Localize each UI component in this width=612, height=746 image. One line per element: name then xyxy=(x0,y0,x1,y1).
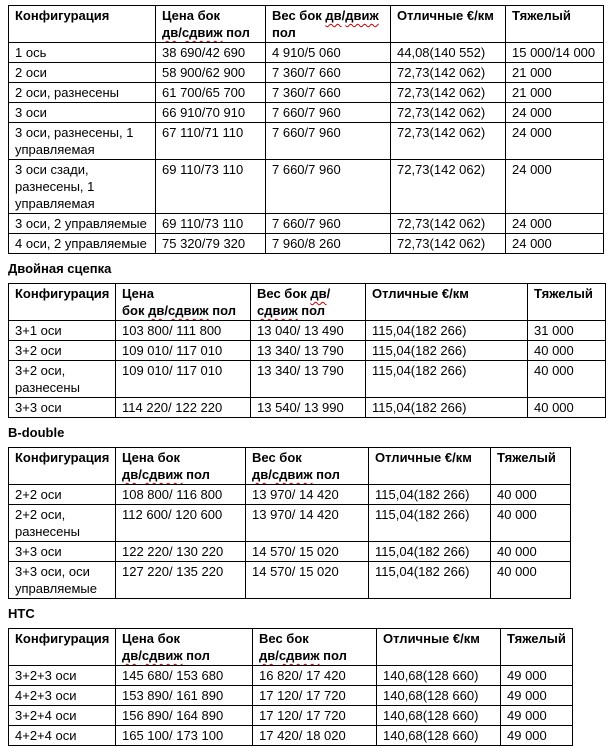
table-cell: 24 000 xyxy=(506,234,604,254)
header-row xyxy=(9,6,604,43)
table-cell: 103 800/ 111 800 xyxy=(116,321,251,341)
table-cell: 31 000 xyxy=(528,321,606,341)
table-cell: 2 оси xyxy=(9,63,156,83)
table-cell: 24 000 xyxy=(506,103,604,123)
table-row xyxy=(9,562,571,599)
table-row xyxy=(9,103,604,123)
table-cell: 3+3 оси, оси управляемые xyxy=(9,562,116,599)
table-cell: 72,73(142 062) xyxy=(391,83,506,103)
table-cell: 13 970/ 14 420 xyxy=(246,505,369,542)
column-header: Тяжелый xyxy=(491,448,571,485)
table-cell: 122 220/ 130 220 xyxy=(116,542,246,562)
column-header: Вес бок дв/сдвиж пол xyxy=(253,629,377,666)
table-row xyxy=(9,505,571,542)
table-cell: 58 900/62 900 xyxy=(156,63,266,83)
table-cell: 17 120/ 17 720 xyxy=(253,686,377,706)
table-cell: 140,68(128 660) xyxy=(377,706,501,726)
table-cell: 16 820/ 17 420 xyxy=(253,666,377,686)
table-cell: 4 оси, 2 управляемые xyxy=(9,234,156,254)
table-cell: 3 оси, 2 управляемые xyxy=(9,214,156,234)
table-row xyxy=(9,542,571,562)
table-cell: 24 000 xyxy=(506,214,604,234)
table-cell: 14 570/ 15 020 xyxy=(246,542,369,562)
table-cell: 3+2 оси, разнесены xyxy=(9,361,116,398)
table-cell: 13 540/ 13 990 xyxy=(251,398,366,418)
table-cell: 13 340/ 13 790 xyxy=(251,341,366,361)
column-header: Отличные €/км xyxy=(369,448,491,485)
column-header: Отличные €/км xyxy=(366,284,528,321)
spellcheck-underline: сдвиж xyxy=(278,648,320,663)
table-cell: 67 110/71 110 xyxy=(156,123,266,160)
header-row xyxy=(9,448,571,485)
table-cell: 49 000 xyxy=(501,666,573,686)
column-header: Цена бок дв/сдвиж пол xyxy=(116,284,251,321)
table-cell: 2+2 оси xyxy=(9,485,116,505)
column-header: Тяжелый xyxy=(501,629,573,666)
table-cell: 38 690/42 690 xyxy=(156,43,266,63)
table-cell: 40 000 xyxy=(491,562,571,599)
section-heading-b-double: B-double xyxy=(8,425,65,440)
table-cell: 49 000 xyxy=(501,706,573,726)
header-row xyxy=(9,629,573,666)
table-row xyxy=(9,63,604,83)
table-cell: 49 000 xyxy=(501,686,573,706)
table-cell: 40 000 xyxy=(528,361,606,398)
table-cell: 49 000 xyxy=(501,726,573,746)
config-table-hts xyxy=(8,628,573,746)
table-cell: 7 360/7 660 xyxy=(266,83,391,103)
table-cell: 4+2+4 оси xyxy=(9,726,116,746)
section-heading-double-hitch: Двойная сцепка xyxy=(8,261,112,276)
table-cell: 3 оси, разнесены, 1 управляемая xyxy=(9,123,156,160)
table-cell: 2 оси, разнесены xyxy=(9,83,156,103)
table-cell: 3+2+3 оси xyxy=(9,666,116,686)
column-header: Цена бок дв/сдвиж пол xyxy=(116,629,253,666)
table-row xyxy=(9,398,606,418)
table-cell: 13 970/ 14 420 xyxy=(246,485,369,505)
table-cell: 69 110/73 110 xyxy=(156,214,266,234)
table-cell: 115,04(182 266) xyxy=(366,398,528,418)
column-header: Тяжелый xyxy=(506,6,604,43)
table-cell: 115,04(182 266) xyxy=(366,361,528,398)
table-cell: 72,73(142 062) xyxy=(391,234,506,254)
column-header: Отличные €/км xyxy=(377,629,501,666)
table-row xyxy=(9,686,573,706)
column-header: Вес бок дв/сдвиж пол xyxy=(246,448,369,485)
table-cell: 1 ось xyxy=(9,43,156,63)
spellcheck-underline: дв xyxy=(310,286,327,301)
table-cell: 40 000 xyxy=(491,505,571,542)
table-cell: 156 890/ 164 890 xyxy=(116,706,253,726)
table-cell: 115,04(182 266) xyxy=(369,505,491,542)
spellcheck-underline: дв xyxy=(162,25,179,40)
column-header: Конфигурация xyxy=(9,448,116,485)
table-cell: 24 000 xyxy=(506,160,604,214)
table-cell: 140,68(128 660) xyxy=(377,726,501,746)
table-cell: 115,04(182 266) xyxy=(366,341,528,361)
spellcheck-underline: сдвиж xyxy=(257,303,298,318)
config-table-b-double xyxy=(8,447,571,599)
column-header: Цена бок дв/сдвиж пол xyxy=(116,448,246,485)
column-header: Конфигурация xyxy=(9,284,116,321)
table-cell: 40 000 xyxy=(491,542,571,562)
column-header: Цена бок дв/сдвиж пол xyxy=(156,6,266,43)
table-cell: 69 110/73 110 xyxy=(156,160,266,214)
table-cell: 13 340/ 13 790 xyxy=(251,361,366,398)
table-cell: 115,04(182 266) xyxy=(369,485,491,505)
table-cell: 108 800/ 116 800 xyxy=(116,485,246,505)
table-cell: 115,04(182 266) xyxy=(369,542,491,562)
table-cell: 75 320/79 320 xyxy=(156,234,266,254)
spellcheck-underline: дв xyxy=(122,467,139,482)
table-cell: 72,73(142 062) xyxy=(391,123,506,160)
table-cell: 3+2+4 оси xyxy=(9,706,116,726)
table-cell: 61 700/65 700 xyxy=(156,83,266,103)
table-row xyxy=(9,160,604,214)
table-row xyxy=(9,123,604,160)
table-cell: 2+2 оси, разнесены xyxy=(9,505,116,542)
table-cell: 7 660/7 960 xyxy=(266,214,391,234)
table-row xyxy=(9,83,604,103)
column-header: Вес бок дв/ сдвиж пол xyxy=(251,284,366,321)
table-cell: 140,68(128 660) xyxy=(377,666,501,686)
table-cell: 40 000 xyxy=(528,341,606,361)
table-cell: 17 420/ 18 020 xyxy=(253,726,377,746)
table-cell: 4+2+3 оси xyxy=(9,686,116,706)
table-cell: 109 010/ 117 010 xyxy=(116,361,251,398)
header-row xyxy=(9,284,606,321)
column-header: Тяжелый xyxy=(528,284,606,321)
spellcheck-underline: сдвиж xyxy=(141,648,183,663)
table-cell: 3+3 оси xyxy=(9,398,116,418)
table-cell: 112 600/ 120 600 xyxy=(116,505,246,542)
column-header: Отличные €/км xyxy=(391,6,506,43)
spellcheck-underline: движ xyxy=(345,8,379,23)
table-cell: 109 010/ 117 010 xyxy=(116,341,251,361)
table-row xyxy=(9,341,606,361)
table-cell: 40 000 xyxy=(528,398,606,418)
table-cell: 7 360/7 660 xyxy=(266,63,391,83)
spellcheck-underline: сдвиж xyxy=(141,467,183,482)
table-row xyxy=(9,726,573,746)
table-cell: 114 220/ 122 220 xyxy=(116,398,251,418)
table-cell: 4 910/5 060 xyxy=(266,43,391,63)
section-heading-hts: НТС xyxy=(8,606,35,621)
table-cell: 14 570/ 15 020 xyxy=(246,562,369,599)
table-cell: 153 890/ 161 890 xyxy=(116,686,253,706)
table-cell: 13 040/ 13 490 xyxy=(251,321,366,341)
table-cell: 3+1 оси xyxy=(9,321,116,341)
table-cell: 115,04(182 266) xyxy=(366,321,528,341)
table-cell: 7 660/7 960 xyxy=(266,123,391,160)
table-cell: 24 000 xyxy=(506,123,604,160)
table-cell: 7 960/8 260 xyxy=(266,234,391,254)
table-row xyxy=(9,43,604,63)
spellcheck-underline: сдвиж xyxy=(271,467,313,482)
table-row xyxy=(9,706,573,726)
spellcheck-underline: дв xyxy=(325,8,342,23)
config-table-semitrailer xyxy=(8,5,604,254)
table-row xyxy=(9,485,571,505)
table-cell: 72,73(142 062) xyxy=(391,103,506,123)
table-cell: 127 220/ 135 220 xyxy=(116,562,246,599)
table-cell: 3 оси сзади, разнесены, 1 управляемая xyxy=(9,160,156,214)
table-cell: 21 000 xyxy=(506,83,604,103)
config-table-double-hitch xyxy=(8,283,606,418)
table-row xyxy=(9,321,606,341)
table-cell: 3 оси xyxy=(9,103,156,123)
table-row xyxy=(9,666,573,686)
spellcheck-underline: дв xyxy=(252,467,269,482)
table-cell: 165 100/ 173 100 xyxy=(116,726,253,746)
column-header: Вес бок дв/движ пол xyxy=(266,6,391,43)
table-cell: 66 910/70 910 xyxy=(156,103,266,123)
table-row xyxy=(9,234,604,254)
table-row xyxy=(9,361,606,398)
table-cell: 3+3 оси xyxy=(9,542,116,562)
table-cell: 72,73(142 062) xyxy=(391,160,506,214)
column-header: Конфигурация xyxy=(9,629,116,666)
table-cell: 17 120/ 17 720 xyxy=(253,706,377,726)
table-cell: 7 660/7 960 xyxy=(266,103,391,123)
column-header: Конфигурация xyxy=(9,6,156,43)
table-cell: 7 660/7 960 xyxy=(266,160,391,214)
table-cell: 140,68(128 660) xyxy=(377,686,501,706)
spellcheck-underline: сдвиж xyxy=(167,303,209,318)
table-cell: 145 680/ 153 680 xyxy=(116,666,253,686)
table-cell: 72,73(142 062) xyxy=(391,63,506,83)
table-cell: 15 000/14 000 xyxy=(506,43,604,63)
table-cell: 3+2 оси xyxy=(9,341,116,361)
spellcheck-underline: дв xyxy=(148,303,165,318)
table-cell: 115,04(182 266) xyxy=(369,562,491,599)
table-cell: 40 000 xyxy=(491,485,571,505)
spellcheck-underline: дв xyxy=(259,648,276,663)
spellcheck-underline: сдвиж xyxy=(181,25,223,40)
table-cell: 72,73(142 062) xyxy=(391,214,506,234)
table-cell: 21 000 xyxy=(506,63,604,83)
spellcheck-underline: дв xyxy=(122,648,139,663)
table-row xyxy=(9,214,604,234)
table-cell: 44,08(140 552) xyxy=(391,43,506,63)
